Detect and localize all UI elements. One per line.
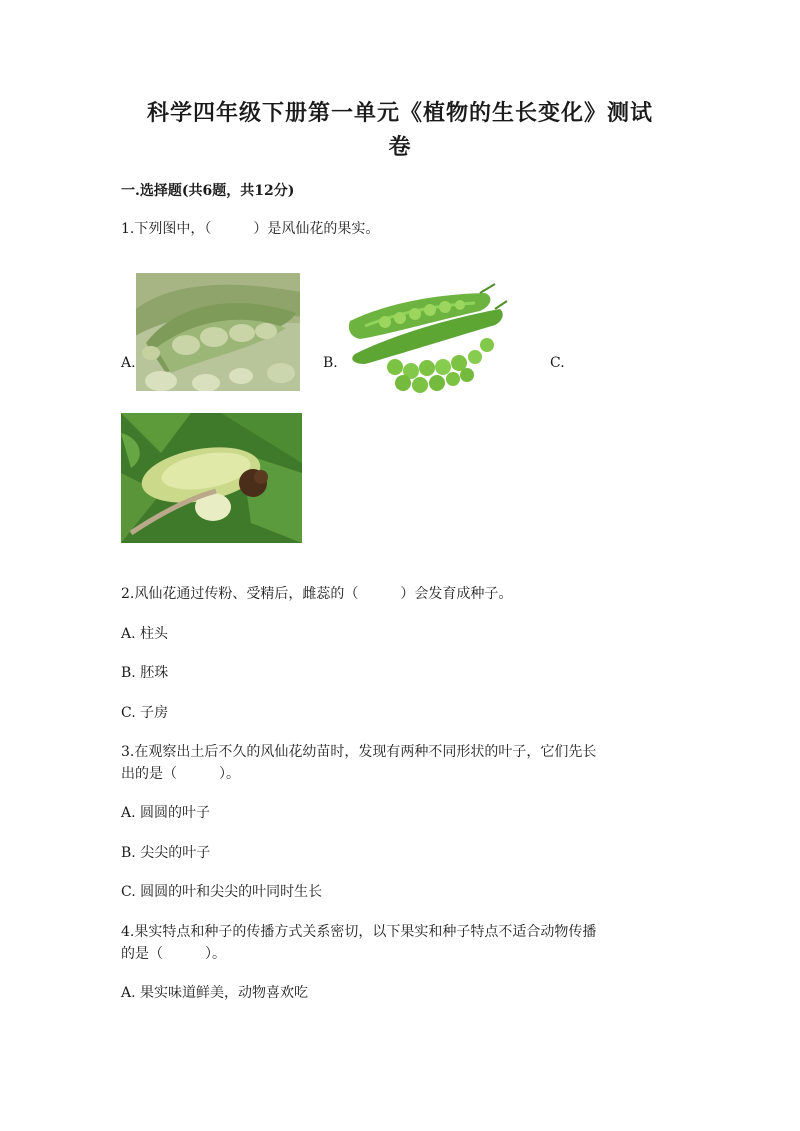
q2-option-c: C. 子房 — [121, 705, 169, 721]
q1-option-a-label: A. — [121, 355, 136, 371]
q3-option-c: C. 圆圆的叶和尖尖的叶同时生长 — [121, 884, 323, 900]
title-line-2: 卷 — [388, 134, 412, 160]
question-1-stem: 1.下列图中，（ ）是风仙花的果实。 — [121, 221, 380, 237]
pea-pods-image — [345, 279, 510, 394]
q3-option-b: B. 尖尖的叶子 — [121, 845, 211, 861]
question-2-stem: 2.风仙花通过传粉、受精后，雌蕊的（ ）会发育成种子。 — [121, 586, 513, 602]
q1-option-c-label: C. — [550, 355, 565, 371]
question-3-stem-line-2: 出的是（ ）。 — [121, 766, 240, 782]
section-heading: 一.选择题(共6题，共12分) — [121, 183, 295, 199]
q2-option-a: A. 柱头 — [121, 626, 169, 642]
question-4-stem-line-1: 4.果实特点和种子的传播方式关系密切，以下果实和种子特点不适合动物传播 — [121, 924, 597, 940]
q3-option-a: A. 圆圆的叶子 — [121, 805, 211, 821]
broad-bean-pods-image — [136, 273, 300, 391]
question-4-stem-line-2: 的是（ ）。 — [121, 946, 226, 962]
question-3-stem-line-1: 3.在观察出土后不久的风仙花幼苗时，发现有两种不同形状的叶子，它们先长 — [121, 744, 597, 760]
q2-option-b: B. 胚珠 — [121, 665, 169, 681]
impatiens-fruit-image — [121, 413, 302, 543]
page-title — [120, 96, 680, 164]
q1-option-b-label: B. — [323, 355, 338, 371]
title-line-1: 科学四年级下册第一单元《植物的生长变化》测试 — [146, 100, 653, 126]
q4-option-a: A. 果实味道鲜美，动物喜欢吃 — [121, 985, 309, 1001]
